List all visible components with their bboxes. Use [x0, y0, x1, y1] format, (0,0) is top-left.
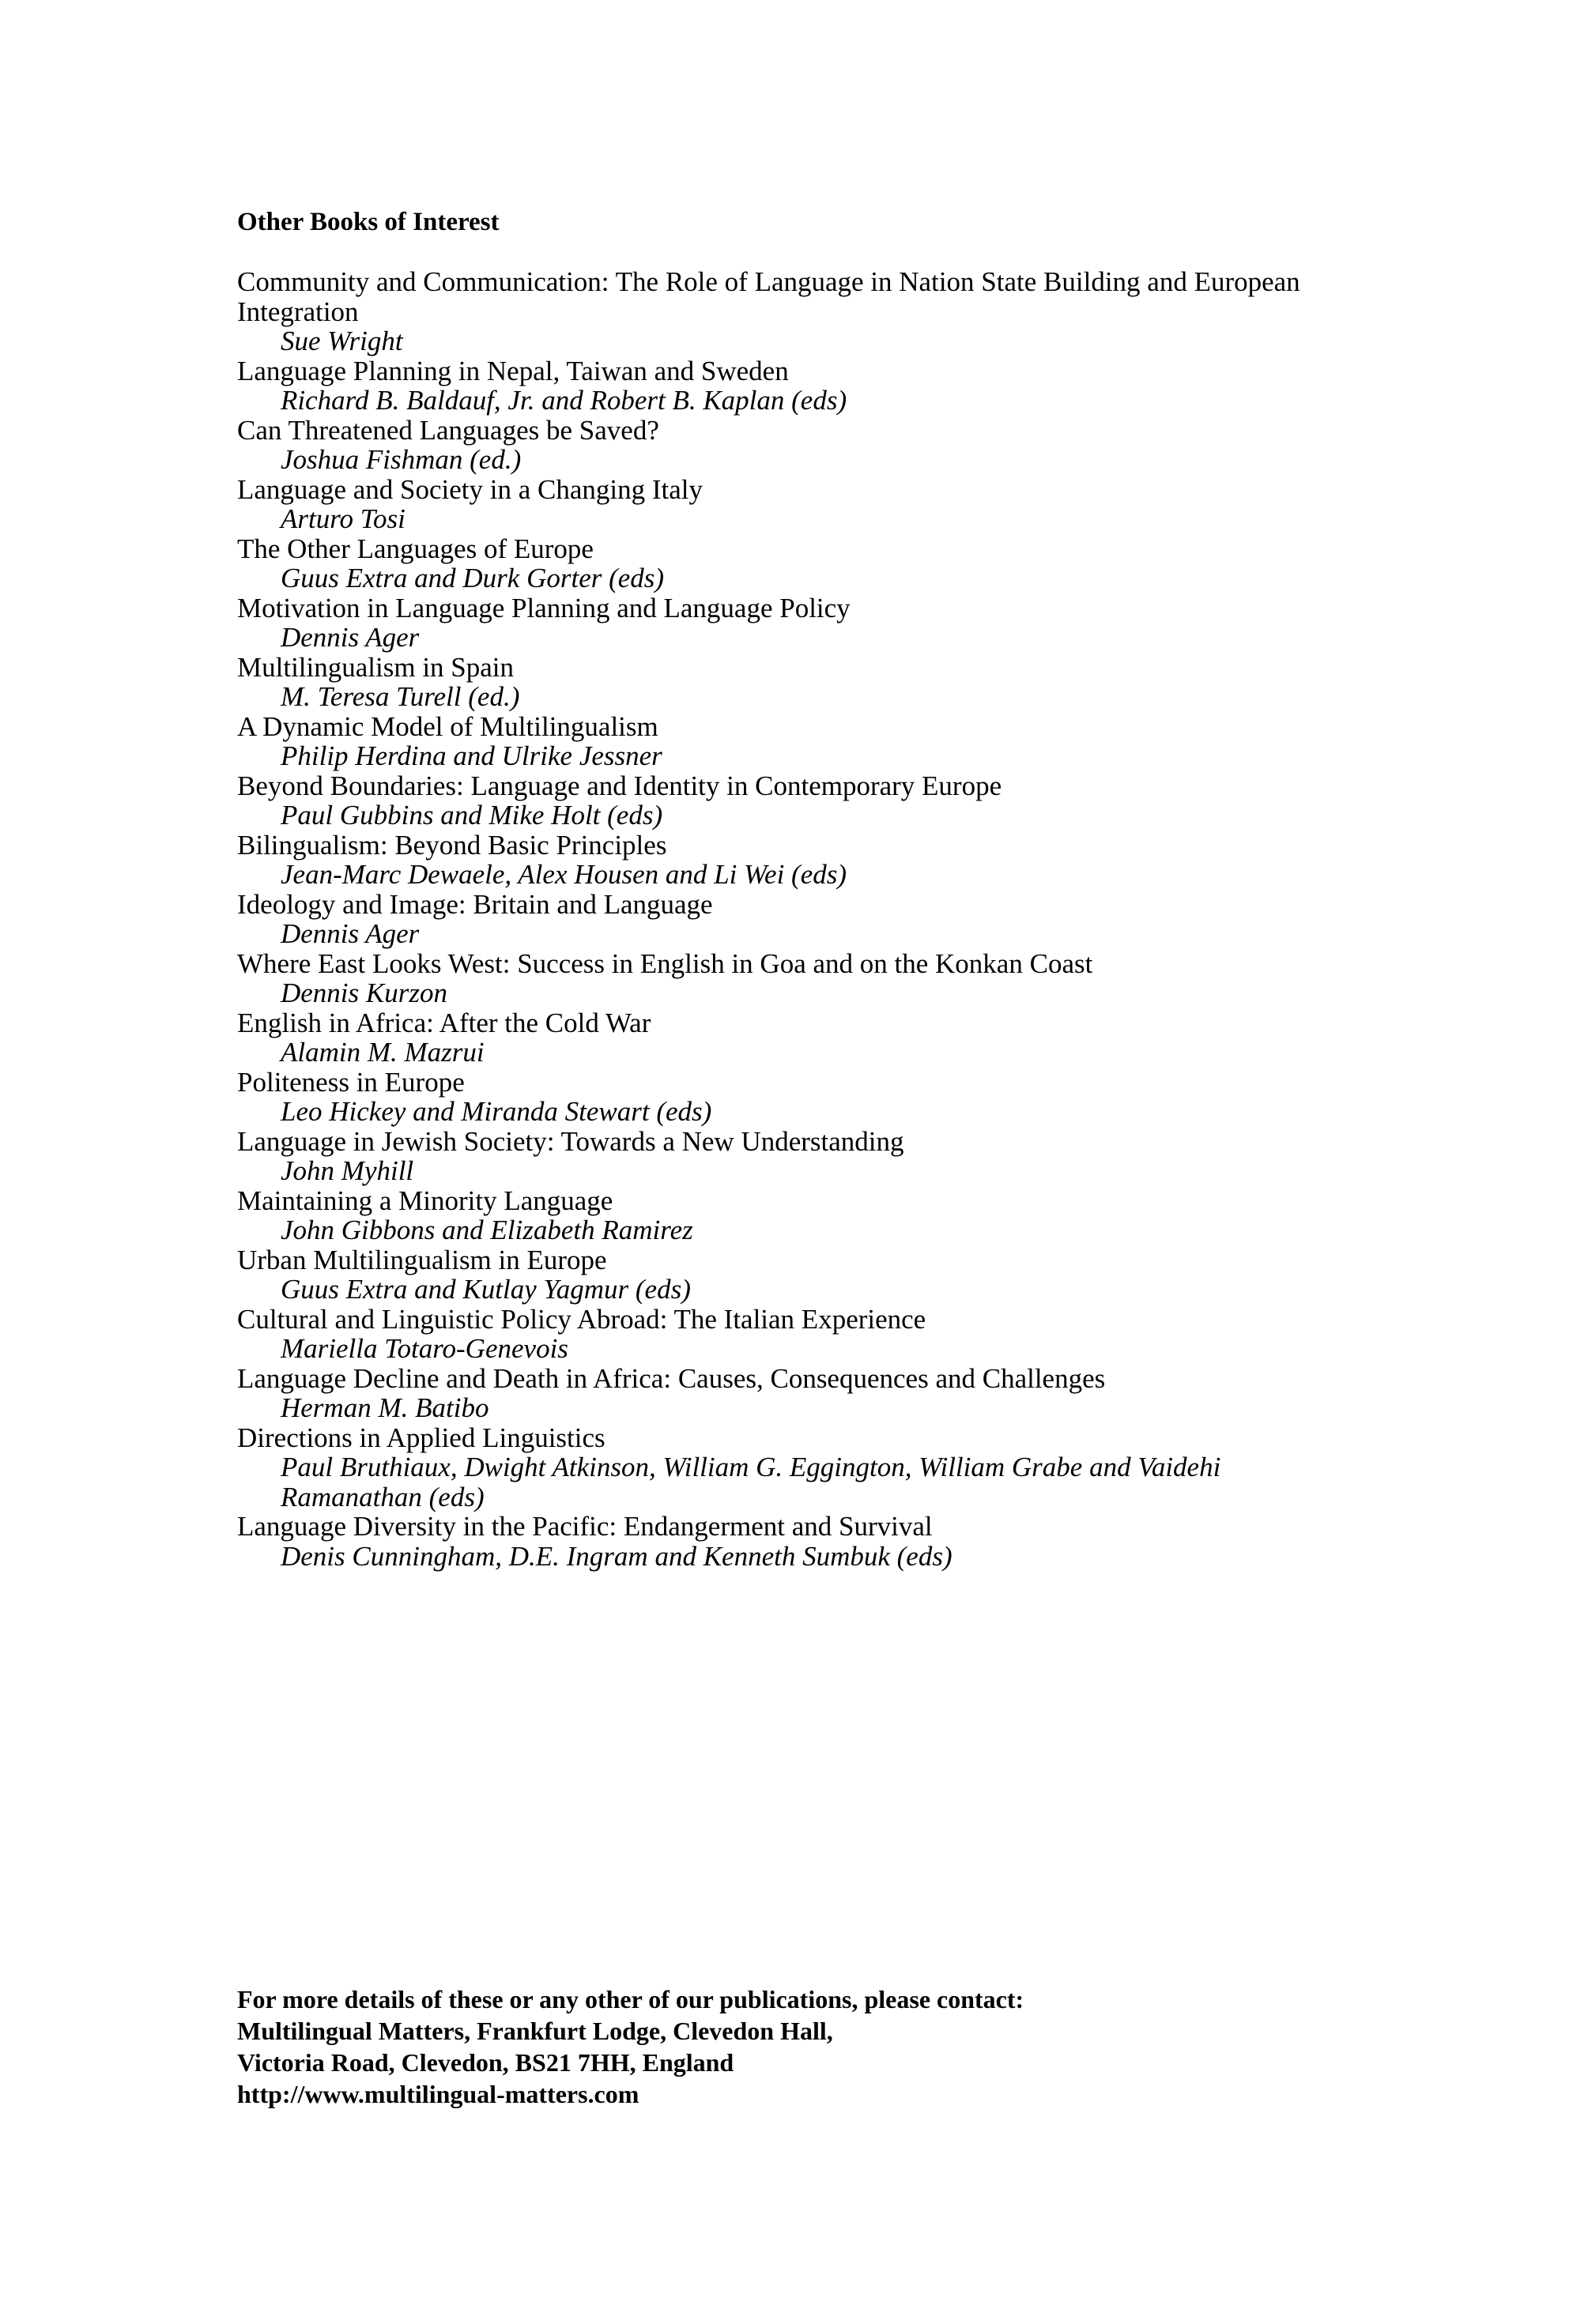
book-authors: Philip Herdina and Ulrike Jessner [281, 740, 662, 771]
book-authors: Mariella Totaro-Genevois [281, 1333, 568, 1364]
book-title: Multilingualism in Spain [237, 651, 515, 683]
book-authors: Guus Extra and Durk Gorter (eds) [281, 563, 665, 593]
book-authors: John Myhill [281, 1155, 414, 1186]
content-block [237, 207, 1336, 1571]
publisher-address-line: Victoria Road, Clevedon, BS21 7HH, England [237, 2048, 734, 2077]
book-entry [237, 890, 1336, 949]
book-list [237, 267, 1336, 1571]
book-authors: Sue Wright [281, 326, 403, 356]
book-authors: John Gibbons and Elizabeth Ramirez [281, 1215, 693, 1245]
book-entry [237, 534, 1336, 593]
book-authors: Dennis Kurzon [281, 977, 447, 1008]
book-authors: Paul Bruthiaux, Dwight Atkinson, William G. Eggington, William Grabe and Vaidehi Ramanathan (eds) [281, 1452, 1221, 1512]
book-authors: Jean-Marc Dewaele, Alex Housen and Li Wei (eds) [281, 859, 847, 890]
book-entry [237, 1245, 1336, 1305]
book-title: Ideology and Image: Britain and Language [237, 888, 713, 920]
book-entry [237, 356, 1336, 416]
book-entry [237, 1305, 1336, 1364]
book-entry [237, 593, 1336, 653]
publisher-name-line: Multilingual Matters, Frankfurt Lodge, Clevedon Hall, [237, 2017, 833, 2045]
book-entry [237, 1364, 1336, 1423]
book-authors: Joshua Fishman (ed.) [281, 444, 522, 475]
book-title: The Other Languages of Europe [237, 533, 594, 564]
book-title: Directions in Applied Linguistics [237, 1422, 605, 1453]
book-title: Community and Communication: The Role of Language in Nation State Building and European Integration [237, 266, 1300, 327]
book-authors: Dennis Ager [281, 622, 420, 653]
book-title: Bilingualism: Beyond Basic Principles [237, 829, 667, 861]
book-entry [237, 267, 1336, 356]
book-title: A Dynamic Model of Multilingualism [237, 710, 658, 742]
book-entry [237, 475, 1336, 534]
book-title: English in Africa: After the Cold War [237, 1007, 651, 1038]
book-authors: Leo Hickey and Miranda Stewart (eds) [281, 1096, 712, 1127]
book-title: Maintaining a Minority Language [237, 1185, 613, 1216]
book-title: Language and Society in a Changing Italy [237, 473, 704, 505]
contact-intro-line: For more details of these or any other of our publications, please contact: [237, 1985, 1024, 2013]
book-title: Where East Looks West: Success in English in Goa and on the Konkan Coast [237, 947, 1093, 979]
book-authors: Paul Gubbins and Mike Holt (eds) [281, 800, 663, 831]
book-title: Beyond Boundaries: Language and Identity in Contemporary Europe [237, 770, 1002, 801]
book-entry [237, 1186, 1336, 1245]
book-title: Motivation in Language Planning and Language Policy [237, 592, 851, 623]
book-title: Language in Jewish Society: Towards a New Understanding [237, 1125, 904, 1157]
page-heading: Other Books of Interest [237, 208, 500, 236]
book-title: Cultural and Linguistic Policy Abroad: The Italian Experience [237, 1303, 926, 1335]
book-entry [237, 712, 1336, 771]
book-entry [237, 1127, 1336, 1186]
book-authors: Denis Cunningham, D.E. Ingram and Kenneth Sumbuk (eds) [281, 1540, 952, 1572]
book-authors: Richard B. Baldauf, Jr. and Robert B. Kaplan (eds) [281, 385, 847, 416]
book-authors: Herman M. Batibo [281, 1392, 489, 1423]
publisher-url: http://www.multilingual-matters.com [237, 2080, 639, 2108]
book-entry [237, 1512, 1336, 1571]
book-entry [237, 949, 1336, 1008]
book-title: Language Decline and Death in Africa: Causes, Consequences and Challenges [237, 1362, 1106, 1394]
book-authors: Arturo Tosi [281, 503, 406, 534]
book-entry [237, 771, 1336, 831]
book-title: Urban Multilingualism in Europe [237, 1244, 607, 1275]
book-entry [237, 1068, 1336, 1127]
book-entry [237, 831, 1336, 890]
publisher-contact-block [237, 1983, 1344, 2110]
book-authors: Dennis Ager [281, 918, 420, 949]
book-entry [237, 416, 1336, 475]
book-entry [237, 1423, 1336, 1512]
book-title: Can Threatened Languages be Saved? [237, 414, 659, 446]
book-title: Politeness in Europe [237, 1066, 465, 1098]
book-title: Language Planning in Nepal, Taiwan and Sweden [237, 355, 789, 386]
book-authors: Guus Extra and Kutlay Yagmur (eds) [281, 1274, 691, 1305]
book-authors: M. Teresa Turell (ed.) [281, 681, 520, 712]
book-entry [237, 653, 1336, 712]
book-entry [237, 1008, 1336, 1068]
book-authors: Alamin M. Mazrui [281, 1037, 485, 1068]
book-title: Language Diversity in the Pacific: Endangerment and Survival [237, 1511, 933, 1542]
